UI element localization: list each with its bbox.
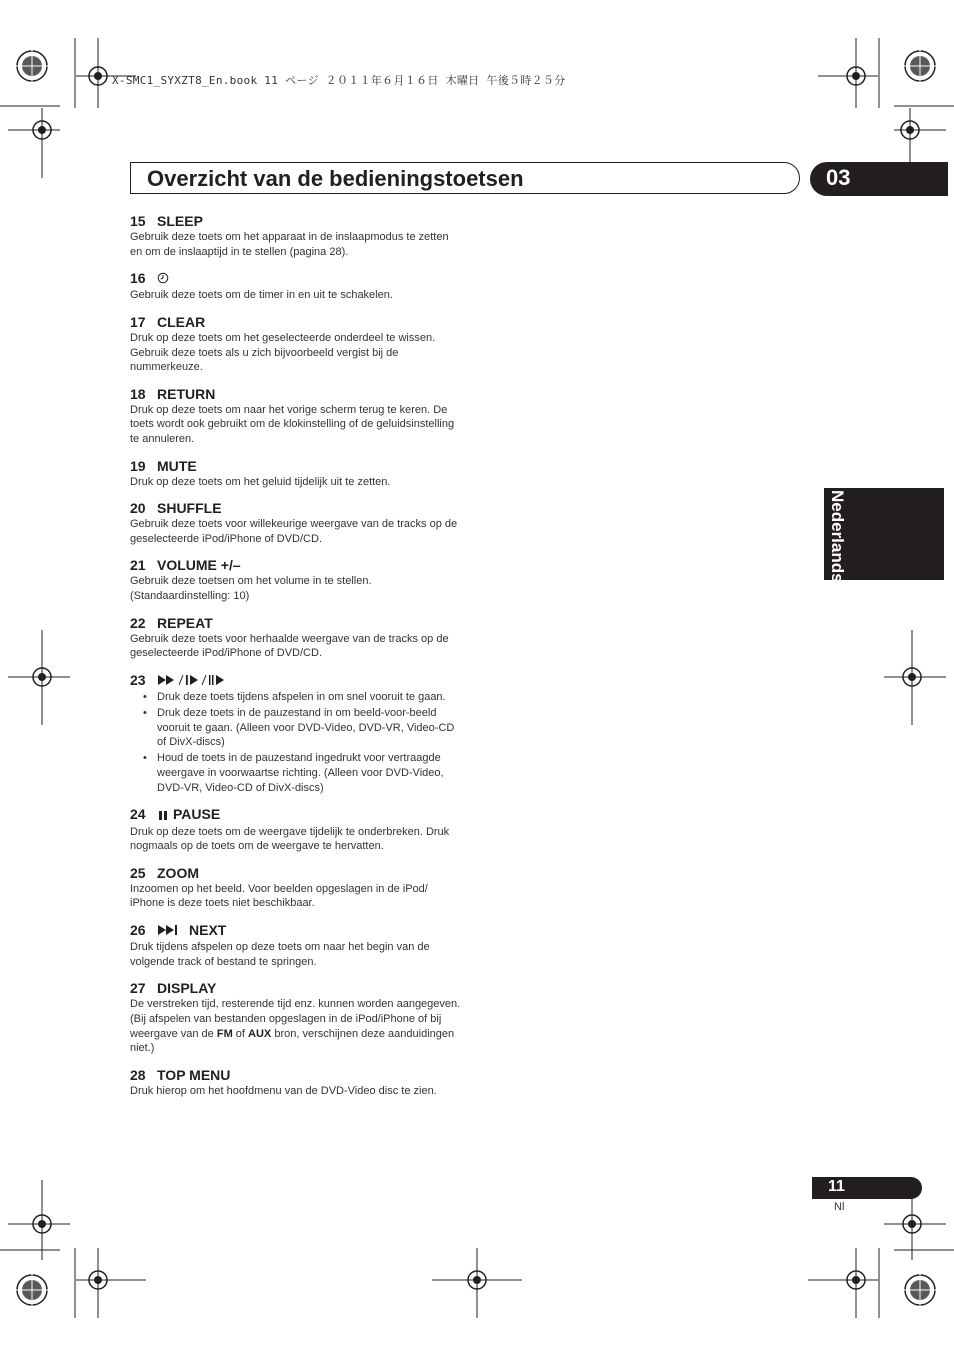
entry-17 [130,313,462,375]
entry-16 [130,269,462,303]
entry-number: 24 [130,806,146,823]
language-label: Nederlands [828,490,847,583]
entry-15 [130,212,462,259]
crosshair-bottom-2 [808,1248,878,1318]
pause-icon [157,807,169,825]
crosshair-bottom-center [432,1248,522,1318]
entry-text: Gebruik deze toets om het apparaat in de inslaapmodus te zetten en om de inslaaptijd in te stellen (pagina 28). [130,231,449,258]
entry-number: 22 [130,614,146,631]
entry-28 [130,1066,462,1099]
entry-number: 25 [130,864,146,881]
entry-text: Gebruik deze toetsen om het volume in te stellen. (Standaardinstelling: 10) [130,575,372,603]
entry-number: 21 [130,557,146,574]
registration-mark-bottom-left [0,1248,80,1318]
fast-forward-slow-icons [157,672,233,690]
entry-text: Druk tijdens afspelen op deze toets om naar het begin van de volgende track of bestand te springen. [130,941,430,968]
entry-label: ZOOM [157,864,199,881]
crosshair-top-2 [818,38,878,108]
entry-26 [130,921,462,969]
page-number-tab [812,1177,922,1199]
entry-label: VOLUME +/– [157,557,241,574]
entry-label: RETURN [157,385,216,402]
entry-bullets [130,690,462,795]
entry-27 [130,979,462,1055]
entry-text: Druk op deze toets om het geluid tijdelijk uit te zetten. [130,475,391,488]
entry-text: Druk op deze toets om het geselecteerde onderdeel te wissen. Gebruik deze toets als u zich bijvoorbeeld vergist bij de nummerkeuze. [130,332,436,374]
entry-20 [130,499,462,546]
crosshair-left-mid [0,630,70,725]
text-part: bron, verschijnen deze aanduidingen niet.) [130,1027,455,1055]
list-item: • Druk deze toets tijdens afspelen in om snel vooruit te gaan. [157,690,462,705]
entry-number: 23 [130,671,146,688]
entry-18 [130,385,462,447]
text-part: of [232,1027,249,1040]
language-tab [824,488,944,583]
page-title: Overzicht van de bedieningstoetsen [147,166,524,191]
entry-number: 17 [130,314,146,331]
entry-label: CLEAR [157,314,206,331]
entry-number: 28 [130,1066,146,1083]
entry-text: Gebruik deze toets voor herhaalde weergave van de tracks op de geselecteerde iPod/iPhone of DVD/CD. [130,632,449,660]
print-header: X-SMC1_SYXZT8_En.book 11 ページ ２０１１年６月１６日 木曜日 午後５時２５分 [112,74,566,87]
entry-text: Druk op deze toets om de weergave tijdelijk te onderbreken. Druk nogmaals op de toets om de weergave te hervatten. [130,825,450,853]
entry-label: NEXT [189,921,227,938]
page-language-code: Nl [834,1201,845,1213]
text-part: De verstreken tijd, resterende tijd enz. kunnen worden aangegeven. (Bij afspelen van bestanden opgeslagen in de iPod/iPhone of bij weergave van de [130,998,461,1040]
entry-text: Druk op deze toets om naar het vorige scherm terug te keren. De toets wordt ook gebruikt om de klokinstelling of de geluidsinstelling te annuleren. [130,403,455,446]
timer-icon [157,270,169,288]
chapter-tab [810,162,948,196]
entry-label: REPEAT [157,614,213,631]
entry-25 [130,864,462,911]
aux-label: AUX [248,1027,272,1040]
registration-mark-top-right [874,38,954,108]
next-track-icon [157,922,185,940]
entry-text: Druk hierop om het hoofdmenu van de DVD-Video disc te zien. [130,1084,437,1097]
content-column [130,212,462,1108]
entry-text: Gebruik deze toets voor willekeurige weergave van de tracks op de geselecteerde iPod/iPhone of DVD/CD. [130,518,458,545]
entry-label: TOP MENU [157,1066,231,1083]
entry-21 [130,556,462,603]
entry-23 [130,671,462,795]
entry-number: 26 [130,921,146,938]
list-item: • Druk deze toets in de pauzestand in om beeld-voor-beeld vooruit te gaan. (Alleen voor DVD-Video, DVD-VR, Video-CD of DivX-discs) [157,706,462,750]
entry-label: MUTE [157,457,197,474]
entry-number: 20 [130,500,146,517]
entry-number: 15 [130,213,146,229]
fm-label: FM [216,1027,233,1040]
entry-22 [130,614,462,661]
entry-text: Gebruik deze toets om de timer in en uit te schakelen. [130,289,393,302]
entry-label: SLEEP [157,213,203,229]
entry-label: SHUFFLE [157,500,222,517]
registration-mark-bottom-right [874,1248,954,1318]
entry-text: Inzoomen op het beeld. Voor beelden opgeslagen in de iPod/ iPhone is deze toets niet beschikbaar. [130,882,428,910]
list-item: • Houd de toets in de pauzestand ingedrukt voor vertraagde weergave in voorwaartse richting. (Alleen voor DVD-Video, DVD-VR, Video-CD of DivX-discs) [157,751,462,795]
entry-label: PAUSE [173,806,221,823]
chapter-number: 03 [826,165,851,190]
crosshair-bottom-1 [76,1248,146,1318]
registration-mark-top-left [0,38,80,108]
crosshair-right-mid [884,630,954,725]
entry-number: 27 [130,980,146,997]
page-number: 11 [828,1178,845,1195]
entry-number: 19 [130,457,146,474]
entry-text [130,997,462,1055]
entry-24 [130,805,462,853]
crosshair-left-1 [0,108,60,178]
entry-label: DISPLAY [157,980,217,997]
entry-19 [130,457,462,490]
entry-number: 16 [130,270,146,287]
entry-number: 18 [130,385,146,402]
title-bar [130,162,800,194]
